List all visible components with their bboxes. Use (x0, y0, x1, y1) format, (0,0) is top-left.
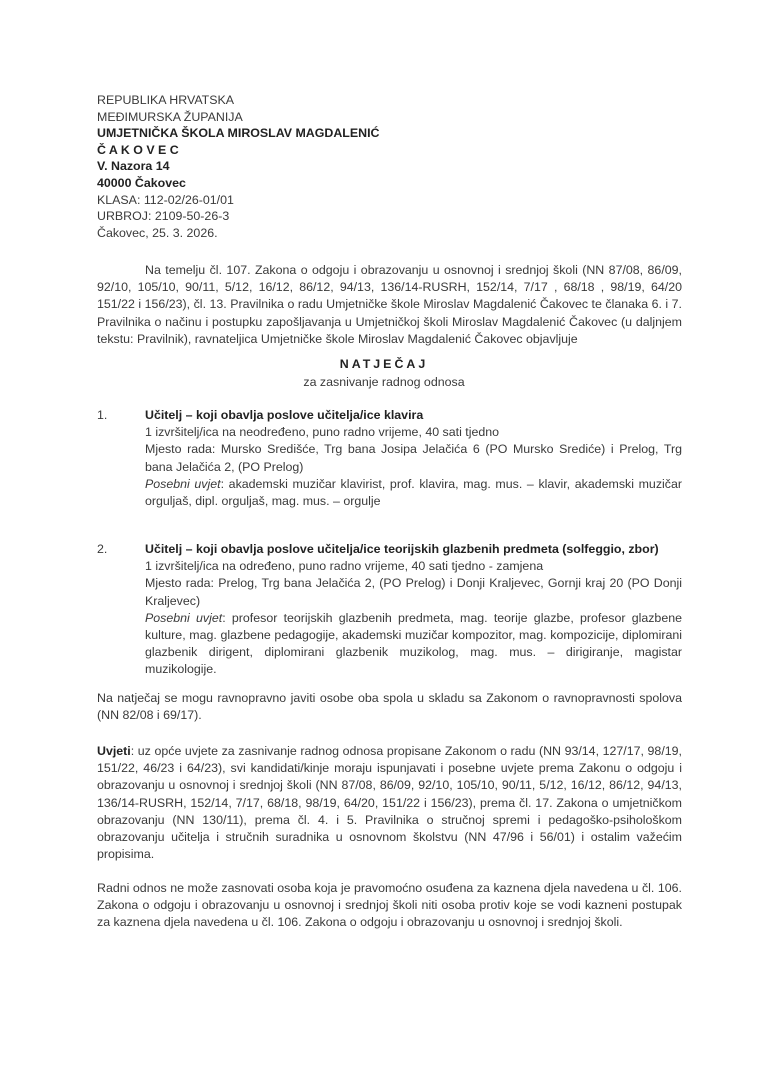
header-county: MEĐIMURSKA ŽUPANIJA (97, 109, 243, 124)
condition-label: Posebni uvjet (145, 476, 221, 491)
restriction-paragraph: Radni odnos ne može zasnovati osoba koja je pravomoćno osuđena za kaznena djela navedena u čl. 106. Zakona o odgoju i obrazovanju u osnovnoj i srednjoj školi niti osoba protiv koje se vodi kazneni postupak za kaznena djela navedena u čl. 106. Zakona o odgoju i obrazovanju u osnovnoj i srednjoj školi. (97, 881, 682, 930)
position-number: 2. (97, 542, 108, 556)
position-location: Mjesto rada: Mursko Središće, Trg bana Josipa Jelačića 6 (PO Mursko Srediće) i Prelog, Trg bana Jelačića 2, (PO Prelog) (145, 442, 682, 474)
header-klasa: KLASA: 112-02/26-01/01 (97, 192, 234, 207)
position-item-1 (97, 407, 682, 510)
header-urbroj: URBROJ: 2109-50-26-3 (97, 209, 230, 224)
document-title: NATJEČAJ (339, 357, 429, 371)
header-country: REPUBLIKA HRVATSKA (97, 93, 235, 107)
letterhead (97, 92, 379, 241)
header-school: UMJETNIČKA ŠKOLA MIROSLAV MAGDALENIĆ (97, 126, 380, 141)
position-condition (145, 476, 682, 510)
position-terms: 1 izvršitelj/ica na određeno, puno radno vrijeme, 40 sati tjedno - zamjena (145, 559, 544, 574)
position-condition (145, 610, 682, 679)
position-item-2 (97, 541, 682, 679)
position-number: 1. (97, 408, 108, 422)
condition-text: : profesor teorijskih glazbenih predmeta, mag. teorije glazbe, profesor glazbene kulture, mag. glazbene pedagogije, akademski muzičar kompozitor, mag. kompozicije, diplomirani glazbenik dirigent, diplomirani glazbenik muzikolog, mag. mus. – dirigiranje, magistar muzikologije. (145, 610, 682, 677)
header-postal: 40000 Čakovec (97, 175, 186, 190)
condition-label: Posebni uvjet (145, 610, 223, 625)
intro-paragraph: Na temelju čl. 107. Zakona o odgoju i obrazovanju u osnovnoj i srednjoj školi (NN 87/08, 86/09, 92/10, 105/10, 90/11, 5/12, 16/12, 86/12, 94/13, 136/14-RUSRH, 152/14, 7/17 , 68/18 , 98/19, 64/20 151/22 i 156/23), čl. 13. Pravilnika o radu Umjetničke škole Miroslav Magdalenić Čakovec te članaka 6. i 7. Pravilnika o načinu i postupku zapošljavanja u Umjetničkoj školi Miroslav Magdalenić Čakovec (u daljnjem tekstu: Pravilnik), ravnateljica Umjetničke škole Miroslav Magdalenić Čakovec objavljuje (97, 263, 682, 346)
conditions-text: : uz opće uvjete za zasnivanje radnog odnosa propisane Zakonom o radu (NN 93/14, 127/17, 98/19, 151/22, 46/23 i 64/23), svi kandidati/kinje moraju ispunjavati i posebne uvjete prema Zakonu o odgoju i obrazovanju u osnovnoj i srednjoj školi (NN 87/08, 86/09, 92/10, 105/10, 90/11, 5/12, 16/12, 86/12, 94/13, 136/14-RUSRH, 152/14, 7/17, 68/18, 98/19, 64/20, 151/22 i 156/23), prema čl. 17. Zakona o umjetničkom obrazovanju (NN 130/11), prema čl. 4. i 5. Pravilnika o stručnoj spremi i pedagoško-psihološkom obrazovanju učitelja i stručnih suradnika u osnovnom školstvu (NN 47/96 i 56/01) i ostalim važećim propisima. (97, 744, 682, 862)
document-subtitle: za zasnivanje radnog odnosa (303, 375, 465, 389)
conditions-paragraph (97, 743, 682, 863)
position-terms: 1 izvršitelj/ica na neodređeno, puno radno vrijeme, 40 sati tjedno (145, 425, 500, 440)
header-date: Čakovec, 25. 3. 2026. (97, 225, 218, 240)
condition-text: : akademski muzičar klavirist, prof. klavira, mag. mus. – klavir, akademski muzičar orguljaš, dipl. orguljaš, mag. mus. – orgulje (145, 476, 682, 509)
header-street: V. Nazora 14 (97, 159, 170, 174)
header-city: Č A K O V E C (97, 142, 179, 157)
position-heading: Učitelj – koji obavlja poslove učitelja/ice klavira (145, 408, 424, 422)
conditions-label: Uvjeti (97, 744, 131, 758)
position-location: Mjesto rada: Prelog, Trg bana Jelačića 2, (PO Prelog) i Donji Kraljevec, Gornji kraj 20 (PO Donji Kraljevec) (145, 576, 682, 608)
position-heading: Učitelj – koji obavlja poslove učitelja/ice teorijskih glazbenih predmeta (solfeggio, zbor) (145, 542, 659, 556)
equality-paragraph: Na natječaj se mogu ravnopravno javiti osobe oba spola u skladu sa Zakonom o ravnopravnosti spolova (NN 82/08 i 69/17). (97, 691, 682, 723)
